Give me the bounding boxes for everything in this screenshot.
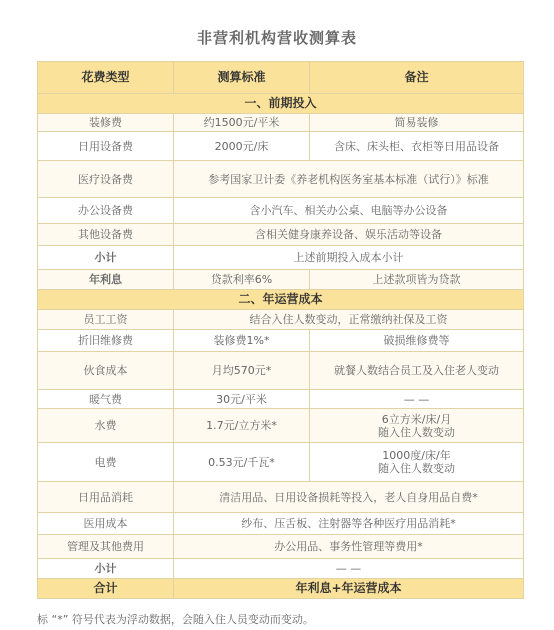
cell-type: 伙食成本	[38, 352, 174, 390]
table-row	[38, 132, 524, 161]
table-row	[38, 390, 524, 409]
table-row	[38, 198, 524, 224]
budget-table	[37, 61, 524, 599]
table-row	[38, 482, 524, 513]
section-row	[38, 290, 524, 310]
table-row	[38, 246, 524, 270]
cell-merged: — —	[174, 559, 524, 579]
cell-standard: 月均570元*	[174, 352, 310, 390]
cell-note: — —	[310, 390, 524, 409]
cell-merged: 上述前期投入成本小计	[174, 246, 524, 270]
cell-type: 医疗设备费	[38, 161, 174, 198]
header-note: 备注	[310, 62, 524, 94]
table-header-row	[38, 62, 524, 94]
table-row	[38, 409, 524, 443]
cell-type: 日用品消耗	[38, 482, 174, 513]
table-row	[38, 310, 524, 330]
table-row	[38, 161, 524, 198]
cell-note: 6立方米/床/月 随入住人数变动	[310, 409, 524, 443]
cell-merged: 纱布、压舌板、注射器等各种医疗用品消耗*	[174, 513, 524, 535]
cell-type: 合计	[38, 579, 174, 599]
table-row	[38, 352, 524, 390]
section-row	[38, 94, 524, 114]
cell-standard: 约1500元/平米	[174, 114, 310, 132]
table-row	[38, 513, 524, 535]
cell-merged: 清洁用品、日用设备损耗等投入，老人自身用品自费*	[174, 482, 524, 513]
cell-note: 简易装修	[310, 114, 524, 132]
cell-type: 医用成本	[38, 513, 174, 535]
table-row	[38, 443, 524, 482]
section-title: 二、年运营成本	[38, 290, 524, 310]
cell-note: 上述款项皆为贷款	[310, 270, 524, 290]
header-standard: 测算标准	[174, 62, 310, 94]
cell-type: 小计	[38, 246, 174, 270]
cell-type: 暖气费	[38, 390, 174, 409]
total-row	[38, 579, 524, 599]
cell-merged: 年利息+年运营成本	[174, 579, 524, 599]
cell-standard: 1.7元/立方米*	[174, 409, 310, 443]
table-row	[38, 559, 524, 579]
cell-type: 折旧维修费	[38, 330, 174, 352]
cell-merged: 办公用品、事务性管理等费用*	[174, 535, 524, 559]
table-row	[38, 330, 524, 352]
cell-type: 电费	[38, 443, 174, 482]
cell-type: 装修费	[38, 114, 174, 132]
table-row	[38, 114, 524, 132]
cell-standard: 装修费1%*	[174, 330, 310, 352]
cell-note: 就餐人数结合员工及入住老人变动	[310, 352, 524, 390]
page-title: 非营利机构营收测算表	[196, 29, 357, 47]
cell-type: 办公设备费	[38, 198, 174, 224]
cell-note: 1000度/床/年 随入住人数变动	[310, 443, 524, 482]
cell-standard: 30元/平米	[174, 390, 310, 409]
cell-merged: 结合入住人数变动，正常缴纳社保及工资	[174, 310, 524, 330]
cell-merged: 含相关健身康养设备、娱乐活动等设备	[174, 224, 524, 246]
cell-note: 含床、床头柜、衣柜等日用品设备	[310, 132, 524, 161]
section-title: 一、前期投入	[38, 94, 524, 114]
table-row	[38, 224, 524, 246]
table-row	[38, 535, 524, 559]
header-type: 花费类型	[38, 62, 174, 94]
cell-merged: 含小汽车、相关办公桌、电脑等办公设备	[174, 198, 524, 224]
cell-standard: 0.53元/千瓦*	[174, 443, 310, 482]
cell-type: 管理及其他费用	[38, 535, 174, 559]
cell-type: 小计	[38, 559, 174, 579]
cell-standard: 2000元/床	[174, 132, 310, 161]
cell-type: 员工工资	[38, 310, 174, 330]
cell-note: 破损维修费等	[310, 330, 524, 352]
footnote: 标 “*” 符号代表为浮动数据，会随入住人员变动而变动。	[37, 613, 314, 626]
cell-standard: 贷款利率6%	[174, 270, 310, 290]
cell-merged: 参考国家卫计委《养老机构医务室基本标准（试行）》标准	[174, 161, 524, 198]
table-row	[38, 270, 524, 290]
cell-type: 年利息	[38, 270, 174, 290]
cell-type: 日用设备费	[38, 132, 174, 161]
cell-type: 其他设备费	[38, 224, 174, 246]
cell-type: 水费	[38, 409, 174, 443]
